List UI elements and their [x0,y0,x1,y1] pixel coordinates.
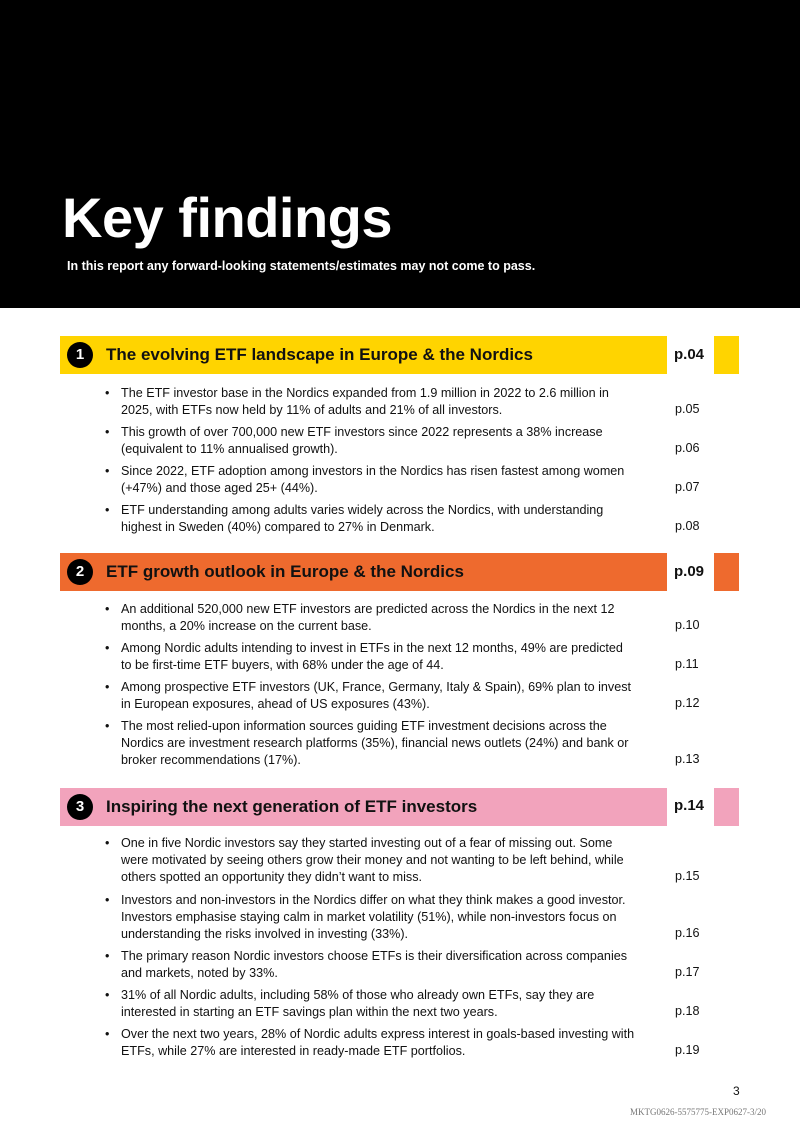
section-color-tab [714,336,739,374]
bullet-text: Among prospective ETF investors (UK, France, Germany, Italy & Spain), 69% plan to invest in European exposures, ahead of US exposures (43%). [121,680,632,711]
bullet-page-ref: p.07 [675,480,700,494]
bullet-page-ref: p.18 [675,1004,700,1018]
bullet-text: ETF understanding among adults varies widely across the Nordics, with understanding highest in Sweden (40%) compared to 27% in Denmark. [121,503,604,534]
bullet-item: • Investors and non-investors in the Nordics differ on what they think makes a good investor. Investors emphasise staying calm in market volatility (51%), while non-investors focus on understanding the risks involved in investing (33%). [105,892,635,943]
hero-banner [0,0,800,308]
bullet-page-ref: p.06 [675,441,700,455]
bullet-item: • The most relied-upon information sources guiding ETF investment decisions across the Nordics are investment research platforms (35%), financial news outlets (24%) and bank or broker recommendations (17%). [105,718,635,769]
bullet-item: • The primary reason Nordic investors choose ETFs is their diversification across companies and markets, noted by 33%. [105,948,635,982]
bullet-item: • Over the next two years, 28% of Nordic adults express interest in goals-based investing with ETFs, while 27% are interested in ready-made ETF portfolios. [105,1027,635,1058]
bullet-item: • The ETF investor base in the Nordics expanded from 1.9 million in 2022 to 2.6 million in 2025, with ETFs now held by 11% of adults and 21% of all investors. [105,385,635,419]
section-number-badge: 1 [67,342,93,368]
bullet-text: 31% of all Nordic adults, including 58% of those who already own ETFs, say they are interested in starting an ETF savings plan within the next two years. [121,988,595,1019]
bullet-page-ref: p.12 [675,696,700,710]
bullet-item: • An additional 520,000 new ETF investors are predicted across the Nordics in the next 12 months, a 20% increase on the current base. [105,601,635,635]
bullet-text: Investors and non-investors in the Nordics differ on what they think makes a good investor. Investors emphasise staying calm in market volatility (51%), while non-investors focus on understanding the risks involved in investing (33%). [121,893,626,941]
section-number-badge: 3 [67,794,93,820]
bullet-page-ref: p.11 [675,657,699,671]
document-code: MKTG0626-5575775-EXP0627-3/20 [630,1107,766,1117]
bullet-text: The ETF investor base in the Nordics expanded from 1.9 million in 2022 to 2.6 million in 2025, with ETFs now held by 11% of adults and 21% of all investors. [121,386,609,417]
bullet-item: • ETF understanding among adults varies widely across the Nordics, with understanding highest in Sweden (40%) compared to 27% in Denmark. [105,502,635,536]
bullet-text: Over the next two years, 28% of Nordic adults express interest in goals-based investing with ETFs, while 27% are interested in ready-made ETF portfolios. [121,1027,635,1058]
bullet-text: An additional 520,000 new ETF investors are predicted across the Nordics in the next 12 months, a 20% increase on the current base. [121,602,615,633]
bullet-item: • This growth of over 700,000 new ETF investors since 2022 represents a 38% increase (equivalent to 11% annualised growth). [105,424,635,458]
bullet-text: The primary reason Nordic investors choose ETFs is their diversification across companies and markets, noted by 33%. [121,949,628,980]
bullet-text: The most relied-upon information sources guiding ETF investment decisions across the Nordics are investment research platforms (35%), financial news outlets (24%) and bank or broker recommendations (17%). [121,719,629,767]
bullet-page-ref: p.15 [675,869,700,883]
disclaimer-subtitle: In this report any forward-looking statements/estimates may not come to pass. [67,259,536,273]
bullet-page-ref: p.08 [675,519,700,533]
bullet-text: Among Nordic adults intending to invest in ETFs in the next 12 months, 49% are predicted to be first-time ETF buyers, with 68% under the age of 44. [121,641,623,672]
bullet-page-ref: p.13 [675,752,700,766]
section-page-ref: p.04 [674,346,705,363]
bullet-item: • 31% of all Nordic adults, including 58% of those who already own ETFs, say they are interested in starting an ETF savings plan within the next two years. [105,987,635,1021]
bullet-text: Since 2022, ETF adoption among investors in the Nordics has risen fastest among women (+47%) and those aged 25+ (44%). [121,464,625,495]
bullet-page-ref: p.10 [675,618,700,632]
section-page-ref: p.14 [674,797,705,814]
bullet-text: One in five Nordic investors say they started investing out of a fear of missing out. Some were motivated by seeing others grow their money and not wanting to be left behind, while others spotted an opportunity they didn’t want to miss. [121,836,624,884]
section-page-ref: p.09 [674,563,705,580]
bullet-page-ref: p.19 [675,1043,700,1057]
section-title: Inspiring the next generation of ETF investors [106,797,478,816]
bullet-item: • Among Nordic adults intending to invest in ETFs in the next 12 months, 49% are predicted to be first-time ETF buyers, with 68% under the age of 44. [105,640,635,674]
bullet-page-ref: p.05 [675,402,700,416]
page-title: Key findings [62,186,393,249]
section-title: ETF growth outlook in Europe & the Nordics [106,562,464,581]
section-color-tab [714,553,739,591]
page-number: 3 [733,1084,740,1098]
bullet-item: • Since 2022, ETF adoption among investors in the Nordics has risen fastest among women (+47%) and those aged 25+ (44%). [105,463,635,497]
bullet-item: • Among prospective ETF investors (UK, France, Germany, Italy & Spain), 69% plan to invest in European exposures, ahead of US exposures (43%). [105,679,635,713]
section-title: The evolving ETF landscape in Europe & the Nordics [106,345,533,364]
section-number-badge: 2 [67,559,93,585]
bullet-text: This growth of over 700,000 new ETF investors since 2022 represents a 38% increase (equivalent to 11% annualised growth). [121,425,603,456]
bullet-page-ref: p.17 [675,965,700,979]
bullet-page-ref: p.16 [675,926,700,940]
section-color-tab [714,788,739,826]
bullet-item: • One in five Nordic investors say they started investing out of a fear of missing out. Some were motivated by seeing others grow their money and not wanting to be left behind, while others spotted an opportunity they didn’t want to miss. [105,835,635,886]
